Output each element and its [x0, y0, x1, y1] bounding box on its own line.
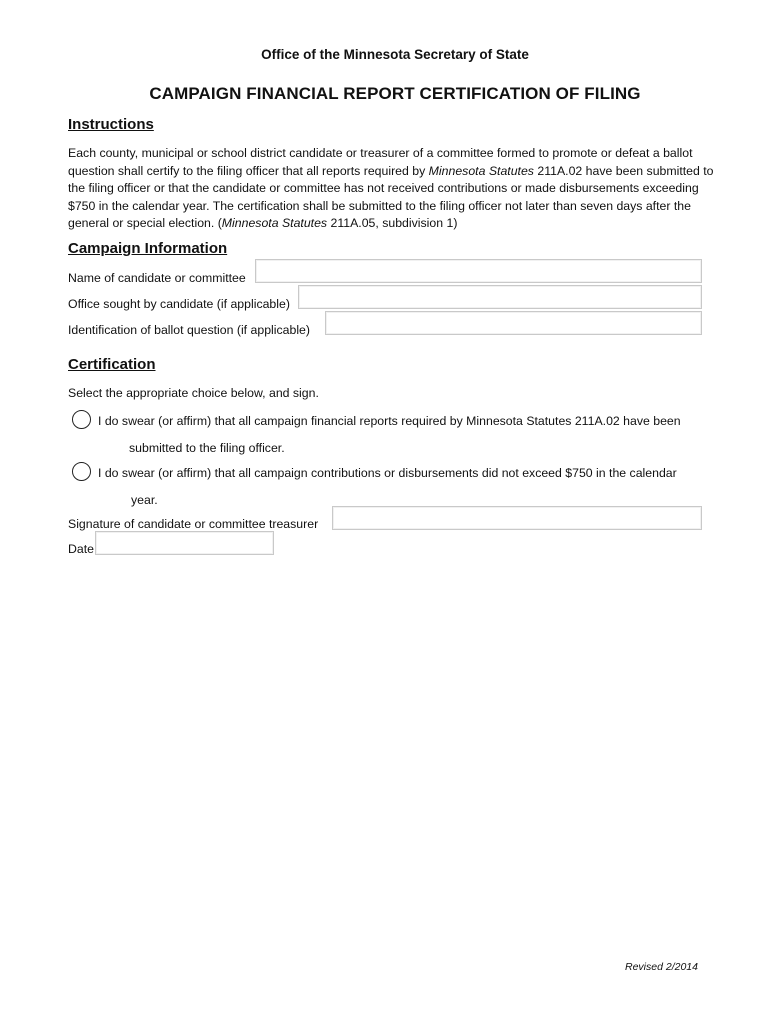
instructions-heading: Instructions: [68, 116, 154, 133]
candidate-name-label: Name of candidate or committee: [68, 271, 246, 285]
form-title: CAMPAIGN FINANCIAL REPORT CERTIFICATION OF FILING: [149, 84, 641, 103]
instructions-statute-ref-2: Minnesota Statutes: [221, 216, 328, 230]
option-not-exceed-text: I do swear (or affirm) that all campaign contributions or disbursements did not exceed $750 in the calendar: [98, 466, 677, 480]
office-header: Office of the Minnesota Secretary of State: [261, 47, 529, 62]
option-reports-filed-text: I do swear (or affirm) that all campaign financial reports required by Minnesota Statutes 211A.02 have been: [98, 414, 681, 428]
office-sought-field[interactable]: [298, 285, 702, 309]
certification-heading: Certification: [68, 356, 156, 373]
option-not-exceed-text-cont: year.: [131, 493, 158, 507]
ballot-question-label: Identification of ballot question (if applicable): [68, 323, 310, 337]
instructions-paragraph: [68, 145, 728, 233]
candidate-name-field[interactable]: [255, 259, 702, 283]
certification-prompt: Select the appropriate choice below, and sign.: [68, 386, 319, 400]
instructions-text-3: 211A.05, subdivision 1): [327, 216, 458, 230]
option-not-exceed-radio[interactable]: [72, 462, 91, 481]
option-reports-filed-radio[interactable]: [72, 410, 91, 429]
office-sought-label: Office sought by candidate (if applicable): [68, 297, 290, 311]
instructions-text-2: 211A.02 have been submitted to the filing officer or that the candidate or committee has not received contributions or made disbursements exceeding $750 in the calendar year. The certification shall be submitted to the filing officer not later than seven days after the general or special election. (: [68, 163, 714, 230]
instructions-statute-ref-1: Minnesota Statutes: [428, 163, 534, 178]
date-field[interactable]: [95, 531, 274, 555]
option-reports-filed-text-cont: submitted to the filing officer.: [129, 441, 285, 455]
date-label: Date: [68, 542, 94, 556]
campaign-information-heading: Campaign Information: [68, 240, 228, 257]
signature-label: Signature of candidate or committee treasurer: [68, 517, 319, 531]
instructions-text-1: Each county, municipal or school district candidate or treasurer of a committee formed to promote or defeat a ballot question shall certify to the filing officer that all reports required by: [68, 146, 693, 178]
signature-field[interactable]: [332, 506, 702, 530]
ballot-question-field[interactable]: [325, 311, 702, 335]
revision-date: Revised 2/2014: [625, 961, 698, 973]
